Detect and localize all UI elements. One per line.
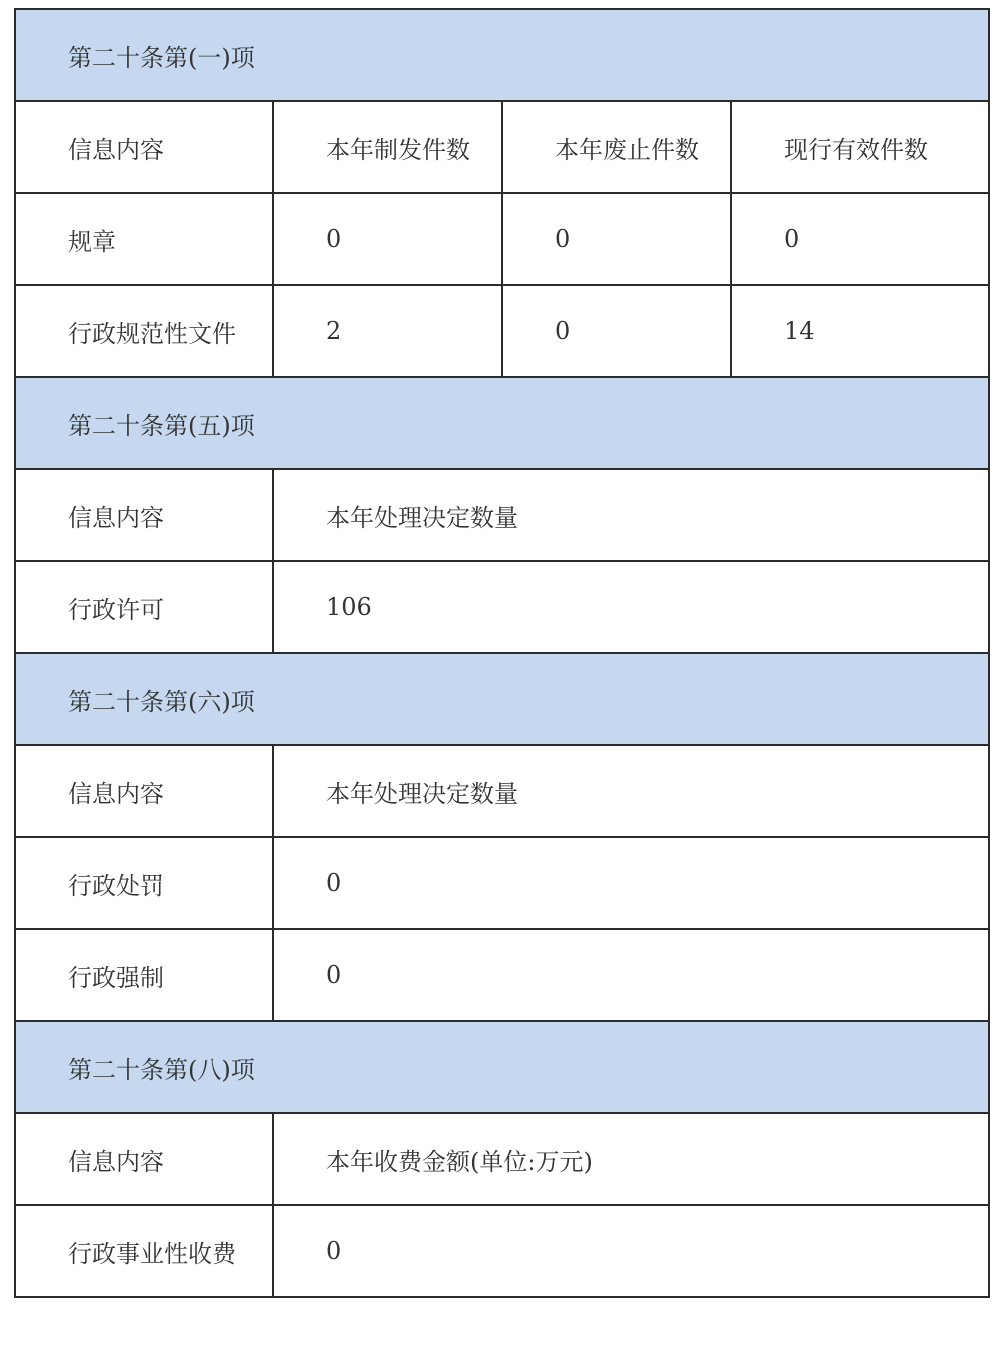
column-header: 本年处理决定数量	[273, 469, 989, 561]
table-cell: 0	[502, 285, 731, 377]
table-row	[15, 285, 989, 377]
section-header-row	[15, 9, 989, 101]
section-header-row	[15, 377, 989, 469]
table-cell: 106	[273, 561, 989, 653]
column-header: 信息内容	[15, 745, 273, 837]
table-row	[15, 837, 989, 929]
column-header: 本年处理决定数量	[273, 745, 989, 837]
table-cell: 2	[273, 285, 502, 377]
table-cell: 0	[273, 193, 502, 285]
column-header: 本年收费金额(单位:万元)	[273, 1113, 989, 1205]
column-header-row	[15, 101, 989, 193]
table-cell: 0	[273, 837, 989, 929]
column-header-row	[15, 469, 989, 561]
table-row	[15, 929, 989, 1021]
column-header: 信息内容	[15, 469, 273, 561]
section-title: 第二十条第(五)项	[15, 377, 989, 469]
section-header-row	[15, 653, 989, 745]
table-cell: 14	[731, 285, 989, 377]
table-row	[15, 193, 989, 285]
table-cell: 0	[502, 193, 731, 285]
row-label: 行政强制	[15, 929, 273, 1021]
section-title: 第二十条第(八)项	[15, 1021, 989, 1113]
section-title: 第二十条第(一)项	[15, 9, 989, 101]
column-header: 本年废止件数	[502, 101, 731, 193]
column-header: 本年制发件数	[273, 101, 502, 193]
column-header: 信息内容	[15, 1113, 273, 1205]
column-header: 现行有效件数	[731, 101, 989, 193]
row-label: 行政许可	[15, 561, 273, 653]
row-label: 行政规范性文件	[15, 285, 273, 377]
table-row	[15, 1205, 989, 1297]
table-cell: 0	[273, 1205, 989, 1297]
column-header: 信息内容	[15, 101, 273, 193]
disclosure-table	[14, 8, 990, 1298]
row-label: 行政处罚	[15, 837, 273, 929]
disclosure-table-container	[14, 8, 988, 1298]
column-header-row	[15, 745, 989, 837]
row-label: 规章	[15, 193, 273, 285]
table-cell: 0	[273, 929, 989, 1021]
table-cell: 0	[731, 193, 989, 285]
column-header-row	[15, 1113, 989, 1205]
row-label: 行政事业性收费	[15, 1205, 273, 1297]
section-title: 第二十条第(六)项	[15, 653, 989, 745]
table-row	[15, 561, 989, 653]
section-header-row	[15, 1021, 989, 1113]
